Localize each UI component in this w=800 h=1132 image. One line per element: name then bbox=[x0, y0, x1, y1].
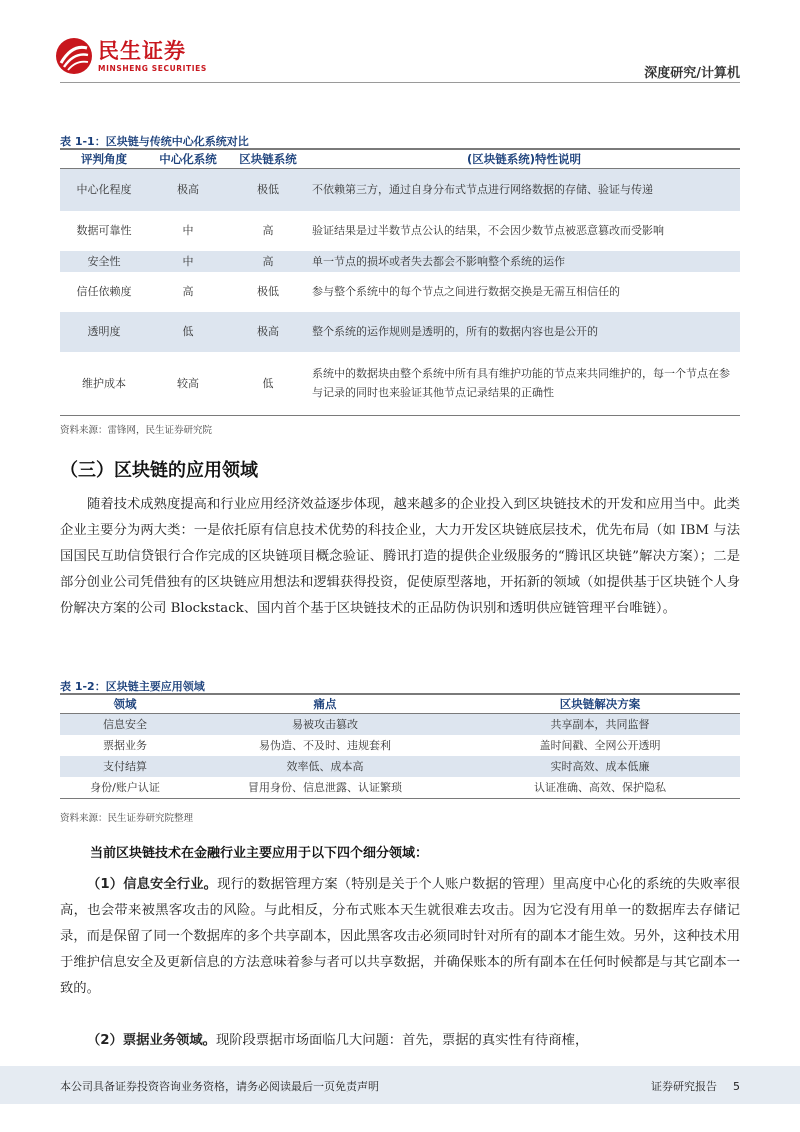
cell-central: 低 bbox=[148, 312, 228, 352]
item2-text: 现阶段票据市场面临几大问题：首先，票据的真实性有待商榷， bbox=[215, 1033, 589, 1048]
cell-field: 身份/账户认证 bbox=[60, 777, 190, 799]
item2-label: （2）票据业务领域。 bbox=[87, 1033, 216, 1048]
item1-text: 现行的数据管理方案（特别是关于个人账户数据的管理）里高度中心化的系统的失败率很高，也会带来被黑客攻击的风险。与此相反，分布式账本天生就很难去攻击。因为它没有用单一的数据库去存储记录，而是保留了同一个数据库的多个共享副本，因此黑客攻击必须同时针对所有的副本才能生效。另外，这种技术用于维护信息安全及更新信息的方法意味着参与者可以共享数据，并确保账本的所有副本在任何时候都是与其它副本一致的。 bbox=[60, 877, 740, 996]
cell-desc: 参与整个系统中的每个节点之间进行数据交换是无需互相信任的 bbox=[312, 285, 620, 298]
cell-angle: 透明度 bbox=[60, 312, 148, 352]
table-row bbox=[60, 714, 740, 735]
column-header: 领域 bbox=[60, 695, 190, 714]
cell-pain: 易伪造、不及时、违规套利 bbox=[259, 738, 391, 752]
table-row bbox=[60, 352, 740, 416]
cell-desc: 不依赖第三方，通过自身分布式节点进行网络数据的存储、验证与传递 bbox=[308, 169, 740, 211]
comparison-table bbox=[60, 150, 740, 416]
table-row bbox=[60, 756, 740, 777]
table-row bbox=[60, 735, 740, 756]
table2-source: 资料来源：民生证券研究院整理 bbox=[60, 813, 194, 824]
column-header: 区块链系统 bbox=[228, 150, 308, 169]
table-header-row bbox=[60, 695, 740, 714]
table-row bbox=[60, 251, 740, 272]
table1-source: 资料来源：雷锋网，民生证券研究院 bbox=[60, 425, 213, 436]
cell-central: 极高 bbox=[148, 169, 228, 211]
cell-pain: 冒用身份、信息泄露、认证繁琐 bbox=[190, 777, 460, 799]
cell-desc: 系统中的数据块由整个系统中所有具有维护功能的节点来共同维护的，每一个节点在参与记录的同时也来验证其他节点记录结果的正确性 bbox=[308, 352, 740, 416]
cell-angle: 中心化程度 bbox=[60, 169, 148, 211]
column-header: 痛点 bbox=[190, 695, 460, 714]
cell-central: 中 bbox=[148, 251, 228, 272]
table-row bbox=[60, 312, 740, 352]
page-header bbox=[0, 0, 800, 86]
cell-blockchain: 高 bbox=[228, 251, 308, 272]
cell-pain: 易被攻击篡改 bbox=[190, 714, 460, 735]
cell-solution: 认证准确、高效、保护隐私 bbox=[460, 777, 740, 799]
header-divider bbox=[60, 82, 740, 83]
column-header: 评判角度 bbox=[60, 150, 148, 169]
table1-title: 表 1-1：区块链与传统中心化系统对比 bbox=[60, 135, 249, 148]
cell-solution: 共享副本，共同监督 bbox=[460, 714, 740, 735]
cell-solution: 实时高效、成本低廉 bbox=[460, 756, 740, 777]
cell-angle: 信任依赖度 bbox=[76, 285, 132, 298]
table-row bbox=[60, 211, 740, 251]
finance-item-2 bbox=[60, 1028, 740, 1054]
cell-blockchain: 高 bbox=[262, 224, 274, 237]
cell-angle: 数据可靠性 bbox=[76, 224, 132, 237]
cell-solution: 盖时间戳、全网公开透明 bbox=[539, 738, 661, 752]
finance-item-1 bbox=[60, 872, 740, 1002]
item1-label: （1）信息安全行业。 bbox=[87, 877, 218, 892]
section-paragraph: 随着技术成熟度提高和行业应用经济效益逐步体现，越来越多的企业投入到区块链技术的开发和应用当中。此类企业主要分为两大类：一是依托原有信息技术优势的科技企业，大力开发区块链底层技术，优先布局（如 IBM 与法国国民互助信贷银行合作完成的区块链项目概念验证、腾讯打造的提供企业级服务的“腾讯区块链”解决方案）；二是部分创业公司凭借独有的区块链应用想法和逻辑获得投资，促使原型落地，开拓新的领域（如提供基于区块链个人身份解决方案的公司 Blockstack、国内首个基于区块链技术的正品防伪识别和透明供应链管理平台唯链）。 bbox=[60, 497, 740, 616]
finance-lead: 当前区块链技术在金融行业主要应用于以下四个细分领域： bbox=[90, 846, 429, 861]
cell-field: 票据业务 bbox=[103, 738, 147, 752]
brand-name-cn: 民生证券 bbox=[98, 38, 186, 63]
column-header: 中心化系统 bbox=[148, 150, 228, 169]
cell-blockchain: 极低 bbox=[228, 169, 308, 211]
cell-desc: 验证结果是过半数节点公认的结果，不会因少数节点被恶意篡改而受影响 bbox=[312, 224, 664, 237]
cell-blockchain: 极高 bbox=[228, 312, 308, 352]
cell-desc: 整个系统的运作规则是透明的，所有的数据内容也是公开的 bbox=[308, 312, 740, 352]
footer-label: 证券研究报告 bbox=[651, 1080, 717, 1093]
application-table bbox=[60, 695, 740, 799]
cell-blockchain: 极低 bbox=[257, 285, 279, 298]
table2-title: 表 1-2：区块链主要应用领域 bbox=[60, 680, 205, 693]
table-row bbox=[60, 777, 740, 799]
page-number: 5 bbox=[733, 1080, 740, 1093]
column-header: (区块链系统)特性说明 bbox=[308, 150, 740, 169]
cell-blockchain: 低 bbox=[228, 352, 308, 416]
column-header: 区块链解决方案 bbox=[460, 695, 740, 714]
table-header-row bbox=[60, 150, 740, 169]
table-row bbox=[60, 169, 740, 211]
brand-logo bbox=[54, 36, 207, 76]
cell-central: 高 bbox=[182, 285, 194, 298]
report-type: 深度研究/计算机 bbox=[644, 66, 740, 81]
brand-name-en: MINSHENG SECURITIES bbox=[98, 63, 207, 73]
footer-info bbox=[635, 1078, 740, 1094]
footer-disclaimer: 本公司具备证券投资咨询业务资格，请务必阅读最后一页免责声明 bbox=[60, 1080, 379, 1093]
cell-desc: 单一节点的损坏或者失去都会不影响整个系统的运作 bbox=[308, 251, 740, 272]
minsheng-logo-icon bbox=[54, 36, 94, 76]
table-row bbox=[60, 272, 740, 312]
cell-central: 中 bbox=[182, 224, 194, 237]
section-heading: （三）区块链的应用领域 bbox=[60, 460, 258, 481]
cell-central: 较高 bbox=[148, 352, 228, 416]
cell-angle: 维护成本 bbox=[60, 352, 148, 416]
cell-field: 信息安全 bbox=[60, 714, 190, 735]
cell-pain: 效率低、成本高 bbox=[190, 756, 460, 777]
cell-angle: 安全性 bbox=[60, 251, 148, 272]
cell-field: 支付结算 bbox=[60, 756, 190, 777]
